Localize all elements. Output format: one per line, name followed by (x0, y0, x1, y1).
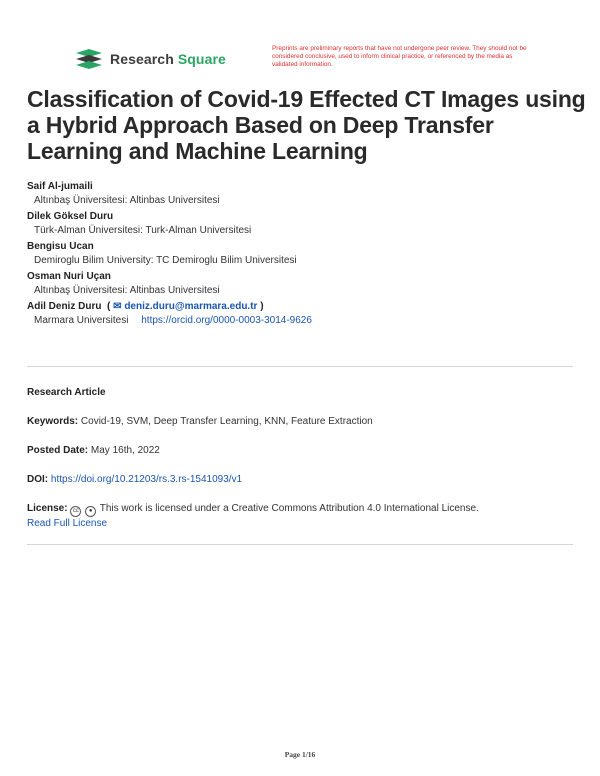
author-entry (27, 180, 587, 208)
author-name: Saif Al-jumaili (27, 181, 93, 192)
doi-label: DOI: (27, 474, 49, 485)
corresponding-author-line (27, 300, 587, 314)
research-square-logo-icon (74, 48, 104, 70)
posted-date-row (27, 444, 573, 458)
paper-title: Classification of Covid-19 Effected CT Images using a Hybrid Approach Based on Deep Transfer Learning and Machine Learning (27, 86, 586, 164)
author-name: Osman Nuri Uçan (27, 271, 111, 282)
keywords-label: Keywords: (27, 416, 79, 427)
email-icon: ✉ (113, 301, 122, 312)
preprint-notice: Preprints are preliminary reports that have not undergone peer review. They should not be considered conclusive, used to inform clinical practice, or referenced by the media as validated information. (272, 45, 527, 68)
corresponding-author-entry (27, 300, 587, 328)
open-paren: ( (107, 301, 111, 312)
corresponding-author-name: Adil Deniz Duru (27, 301, 102, 312)
logo-text-square: Square (177, 51, 226, 67)
author-name: Dilek Göksel Duru (27, 211, 114, 222)
doi-link[interactable]: https://doi.org/10.21203/rs.3.rs-1541093/v1 (50, 474, 243, 485)
corresponding-author-affiliation: Marmara Universitesi (34, 315, 129, 326)
license-row (27, 502, 573, 531)
keywords-row (27, 415, 573, 429)
author-list (27, 180, 587, 330)
logo-text-research: Research (110, 51, 174, 67)
license-label: License: (27, 503, 68, 514)
author-entry (27, 270, 587, 298)
posted-date-value: May 16th, 2022 (90, 445, 160, 456)
author-name: Bengisu Ucan (27, 241, 94, 252)
orcid-link[interactable]: https://orcid.org/0000-0003-3014-9626 (141, 315, 312, 326)
close-paren: ) (260, 301, 264, 312)
author-affiliation: Türk-Alman Üniversitesi: Turk-Alman Universitesi (34, 225, 252, 236)
attribution-icon: ● (85, 506, 96, 517)
logo-text (110, 51, 226, 67)
creative-commons-icon: cc (70, 506, 81, 517)
keywords-value: Covid-19, SVM, Deep Transfer Learning, KNN, Feature Extraction (80, 416, 373, 427)
divider-bottom (27, 544, 573, 545)
author-affiliation: Demiroglu Bilim University: TC Demiroglu Bilim Universitesi (34, 255, 297, 266)
page-number: Page 1/16 (284, 750, 316, 759)
posted-date-label: Posted Date: (27, 445, 89, 456)
author-entry (27, 240, 587, 268)
author-affiliation: Altınbaş Üniversitesi: Altinbas Universitesi (34, 195, 220, 206)
author-affiliation: Altınbaş Üniversitesi: Altinbas Universitesi (34, 285, 220, 296)
corresponding-author-email-link[interactable]: deniz.duru@marmara.edu.tr (124, 301, 258, 312)
author-entry (27, 210, 587, 238)
article-type (27, 386, 573, 400)
doi-row (27, 473, 573, 487)
corresponding-author-affiliation-line (27, 314, 587, 328)
article-type-label: Research Article (27, 387, 106, 398)
research-square-logo[interactable] (74, 48, 226, 70)
divider-top (27, 366, 573, 367)
license-text: This work is licensed under a Creative Commons Attribution 4.0 International License. (99, 503, 479, 514)
read-full-license-link[interactable]: Read Full License (27, 518, 108, 529)
